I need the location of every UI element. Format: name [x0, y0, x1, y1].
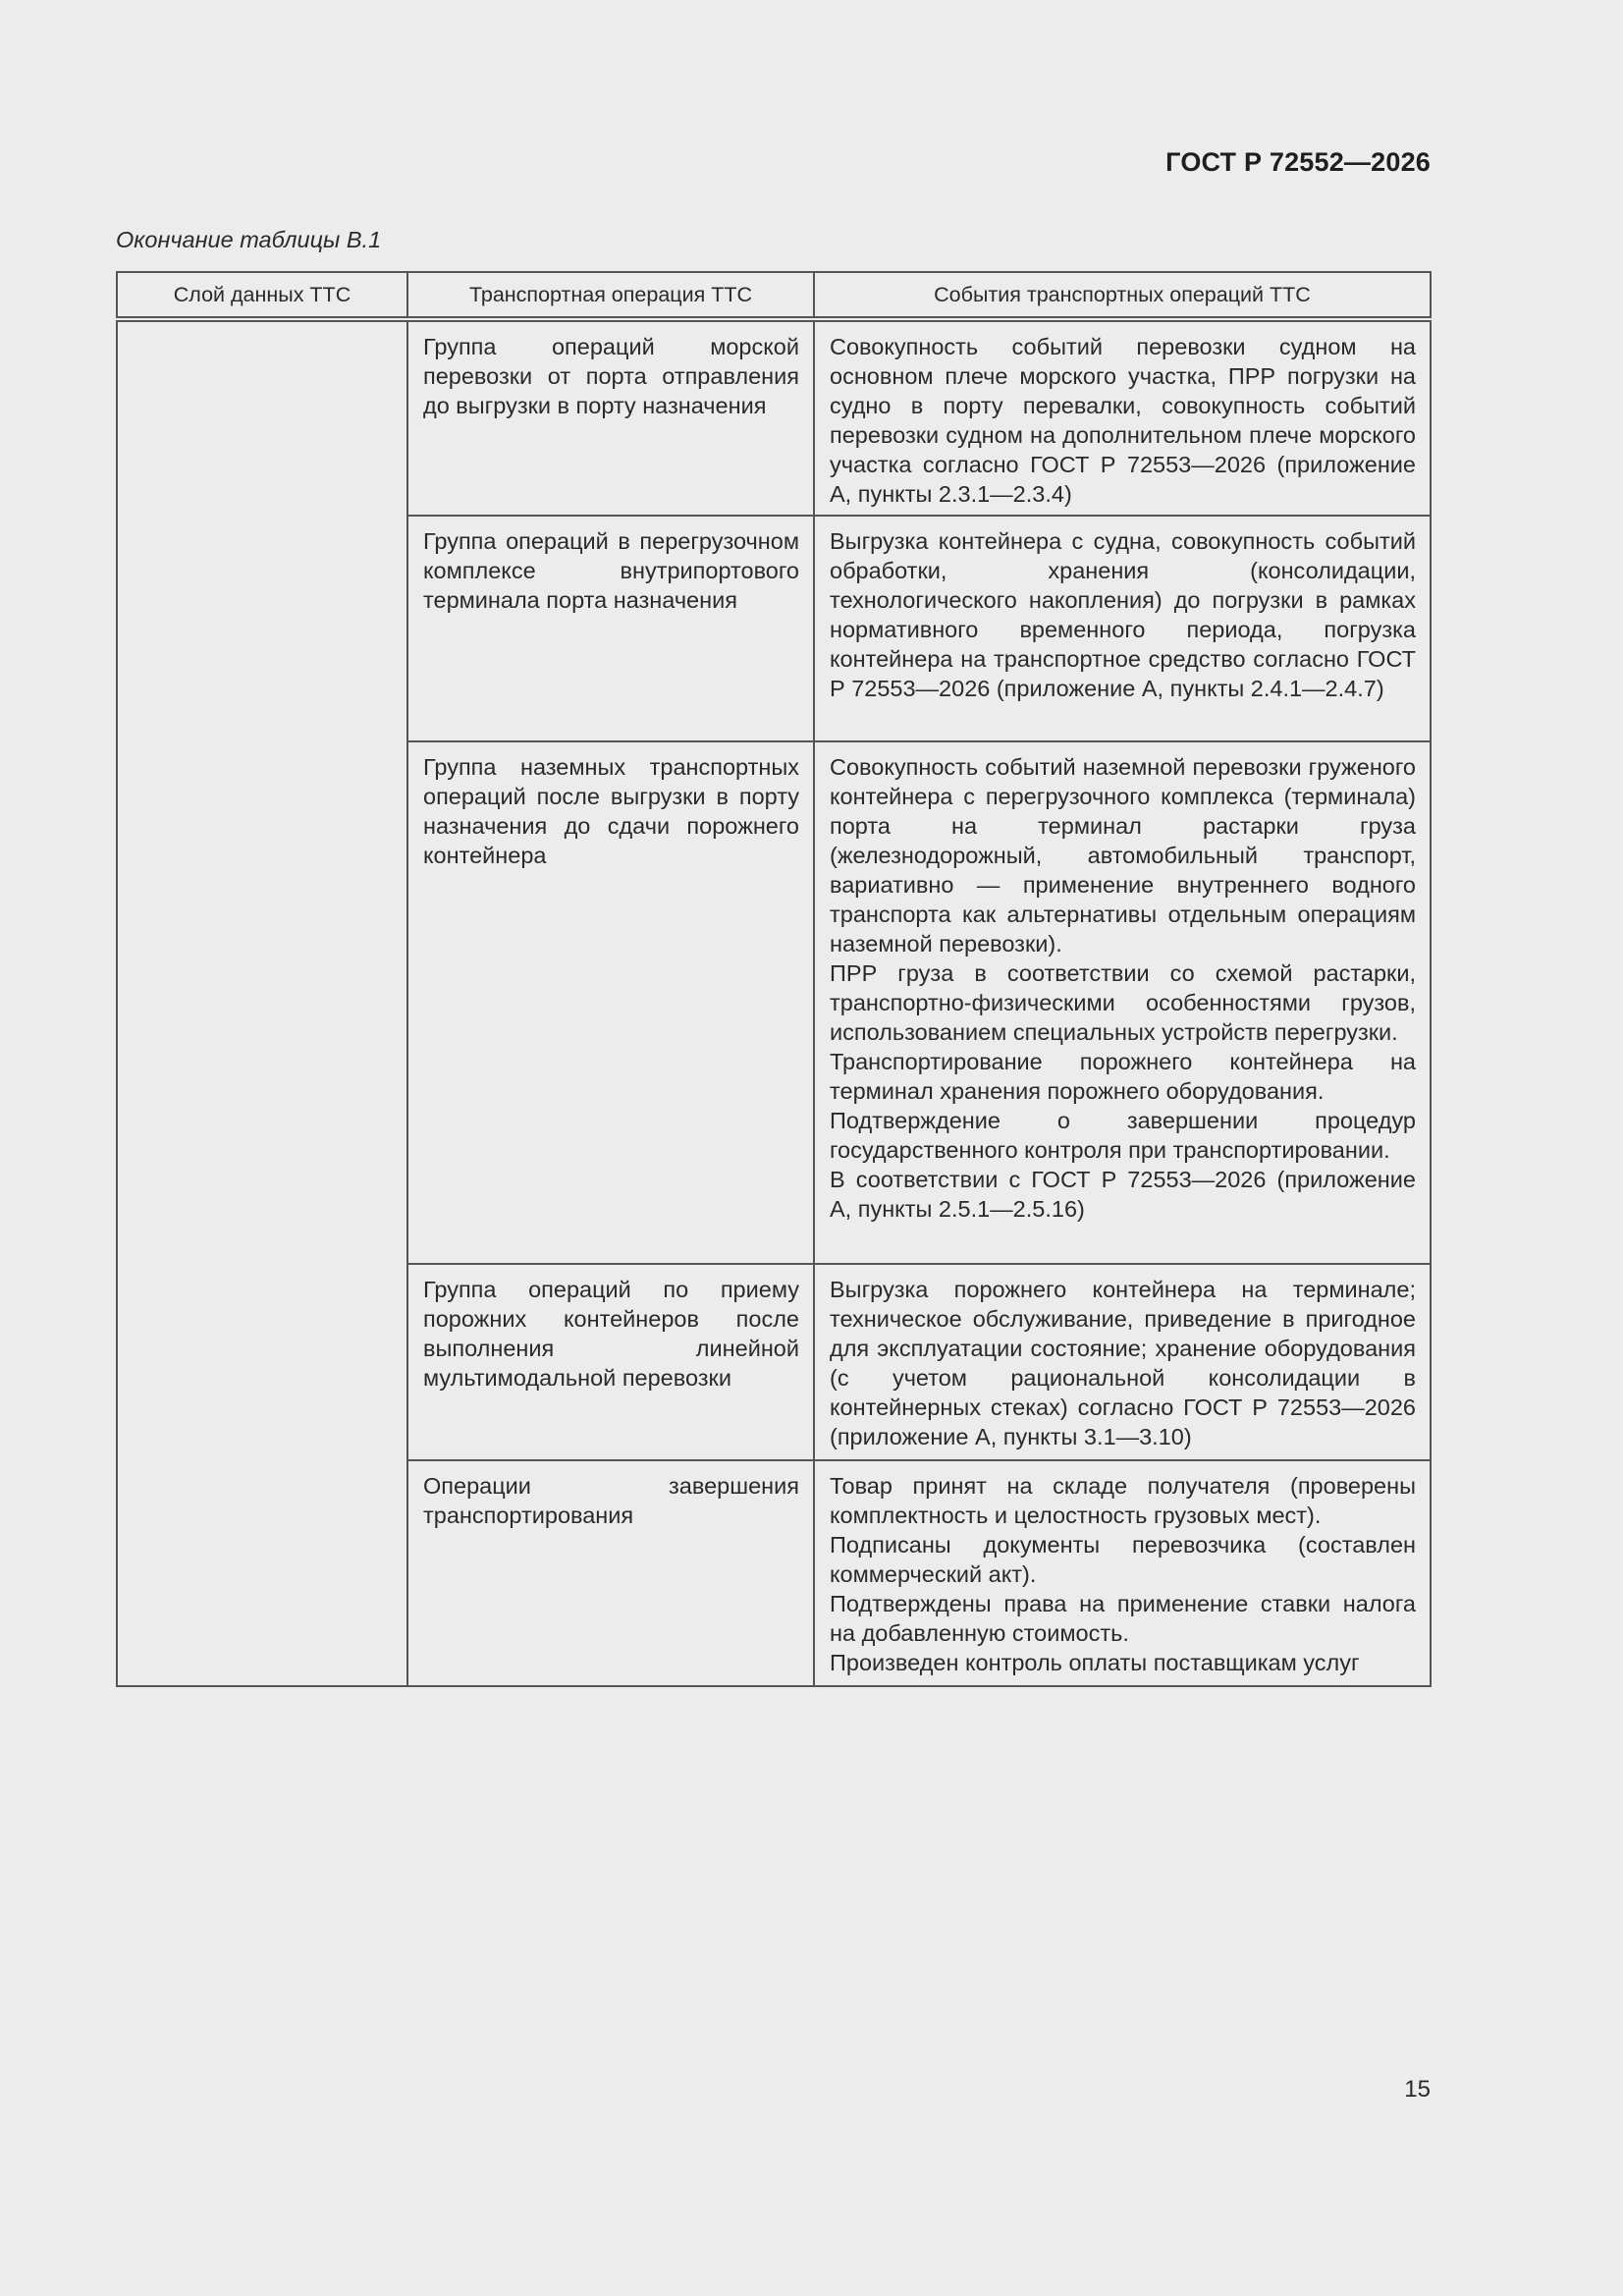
- events-cell: [814, 741, 1431, 1264]
- page-number: 15: [1404, 2076, 1431, 2103]
- events-cell: [814, 516, 1431, 741]
- operation-cell: Группа операций морской перевозки от порта отправления до выгрузки в порту назначения: [407, 319, 814, 516]
- events-paragraph: Выгрузка контейнера с судна, совокупность событий обработки, хранения (консолидации, технологического накопления) до погрузки в рамках нормативного временного периода, погрузка контейнера на транспортное средство согласно ГОСТ Р 72553—2026 (приложение А, пункты 2.4.1—2.4.7): [830, 528, 1416, 701]
- events-paragraph: В соответствии с ГОСТ Р 72553—2026 (приложение А, пункты 2.5.1—2.5.16): [830, 1167, 1416, 1222]
- column-header-layer: Слой данных ТТС: [117, 272, 407, 319]
- column-header-operation: Транспортная операция ТТС: [407, 272, 814, 319]
- events-paragraph: Выгрузка порожнего контейнера на терминале; техническое обслуживание, приведение в пригодное для эксплуатации состояние; хранение оборудования (с учетом рациональной консолидации в контейнерных стеках) согласно ГОСТ Р 72553—2026 (приложение А, пункты 3.1—3.10): [830, 1277, 1416, 1449]
- operation-cell: Группа операций по приему порожних контейнеров после выполнения линейной мультимодальной перевозки: [407, 1264, 814, 1460]
- events-paragraph: Товар принят на складе получателя (проверены комплектность и целостность грузовых мест).: [830, 1473, 1416, 1528]
- table-header-row: [117, 272, 1431, 319]
- column-header-events: События транспортных операций ТТС: [814, 272, 1431, 319]
- events-table: [116, 271, 1432, 1687]
- operation-cell: Группа наземных транспортных операций после выгрузки в порту назначения до сдачи порожнего контейнера: [407, 741, 814, 1264]
- operation-cell: Операции завершения транспортирования: [407, 1460, 814, 1686]
- document-code: ГОСТ Р 72552—2026: [1165, 147, 1431, 177]
- operation-cell: Группа операций в перегрузочном комплексе внутрипортового терминала порта назначения: [407, 516, 814, 741]
- events-paragraph: Транспортирование порожнего контейнера на терминал хранения порожнего оборудования.: [830, 1049, 1416, 1104]
- table-caption: Окончание таблицы В.1: [116, 227, 382, 252]
- events-paragraph: ПРР груза в соответствии со схемой растарки, транспортно-физическими особенностями грузов, использованием специальных устройств перегрузки.: [830, 960, 1416, 1045]
- events-cell: [814, 319, 1431, 516]
- events-paragraph: Произведен контроль оплаты поставщикам услуг: [830, 1650, 1360, 1675]
- events-paragraph: Подписаны документы перевозчика (составлен коммерческий акт).: [830, 1532, 1416, 1587]
- table-row: [117, 319, 1431, 516]
- events-paragraph: Подтверждение о завершении процедур государственного контроля при транспортировании.: [830, 1108, 1416, 1163]
- events-cell: [814, 1264, 1431, 1460]
- events-cell: [814, 1460, 1431, 1686]
- layer-cell: [117, 319, 407, 1686]
- events-paragraph: Совокупность событий перевозки судном на основном плече морского участка, ПРР погрузки на судно в порту перевалки, совокупность событий перевозки судном на дополнительном плече морского участка согласно ГОСТ Р 72553—2026 (приложение А, пункты 2.3.1—2.3.4): [830, 334, 1416, 507]
- events-paragraph: Совокупность событий наземной перевозки груженого контейнера с перегрузочного комплекса (терминала) порта на терминал растарки груза (железнодорожный, автомобильный транспорт, вариативно — применение внутреннего водного транспорта как альтернативы отдельным операциям наземной перевозки).: [830, 754, 1416, 957]
- events-paragraph: Подтверждены права на применение ставки налога на добавленную стоимость.: [830, 1591, 1416, 1646]
